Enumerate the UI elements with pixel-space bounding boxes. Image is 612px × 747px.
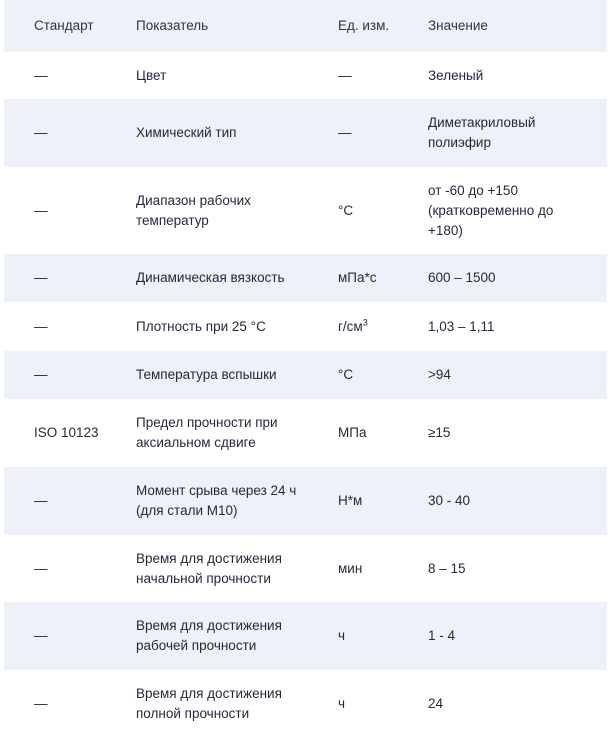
table-header-row <box>4 0 607 52</box>
cell-standard: — <box>34 367 48 382</box>
cell-parameter: Плотность при 25 °C <box>136 318 266 334</box>
cell-parameter: Диапазон рабочих температур <box>136 192 251 228</box>
table-row <box>4 602 607 670</box>
cell-unit: мПа*с <box>338 270 377 285</box>
cell-parameter: Время для достижения рабочей прочности <box>136 618 282 653</box>
cell-value: 1,03 – 1,11 <box>428 318 495 334</box>
cell-parameter: Температура вспышки <box>136 367 277 382</box>
cell-unit: Н*м <box>338 493 363 508</box>
cell-parameter: Предел прочности при аксиальном сдвиге <box>136 415 278 450</box>
cell-standard: — <box>34 493 48 508</box>
cell-unit: мин <box>338 560 363 576</box>
unit-text: г/см <box>338 318 363 334</box>
table-row <box>4 399 607 467</box>
cell-unit: ч <box>338 696 346 711</box>
header-parameter: Показатель <box>136 18 209 33</box>
cell-value: 1 - 4 <box>428 628 456 643</box>
table-row <box>4 467 607 535</box>
table-row <box>4 167 607 254</box>
cell-standard: — <box>34 270 48 285</box>
cell-value: Зеленый <box>428 67 484 83</box>
specs-table <box>4 0 607 738</box>
cell-value: 30 - 40 <box>428 493 471 508</box>
table-row <box>4 254 607 302</box>
cell-value: >94 <box>428 367 451 382</box>
cell-parameter: Время для достижения начальной прочности <box>136 550 282 586</box>
cell-unit <box>307 317 397 337</box>
cell-standard: — <box>34 67 48 83</box>
cell-unit: МПа <box>338 425 367 440</box>
cell-value: ≥15 <box>428 425 451 440</box>
cell-parameter: Момент срыва через 24 ч (для стали М10) <box>136 483 297 518</box>
cell-parameter: Цвет <box>136 67 167 83</box>
cell-standard: — <box>34 202 48 218</box>
unit-superscript: 3 <box>362 317 368 327</box>
cell-parameter: Время для достижения полной прочности <box>136 686 282 721</box>
cell-unit: — <box>338 67 352 83</box>
table-row <box>4 670 607 738</box>
cell-unit: °C <box>338 367 354 382</box>
cell-standard: — <box>34 696 48 711</box>
header-standard: Стандарт <box>34 18 94 33</box>
cell-standard: — <box>34 560 48 576</box>
cell-value: от -60 до +150 (кратковременно до +180) <box>428 182 554 238</box>
cell-unit: ч <box>338 628 346 643</box>
header-unit: Ед. изм. <box>338 18 390 33</box>
table-row <box>4 535 607 602</box>
cell-unit: — <box>338 125 352 140</box>
cell-value: 8 – 15 <box>428 560 466 576</box>
cell-unit: °C <box>338 202 354 218</box>
cell-value: Диметакриловый полиэфир <box>428 115 536 150</box>
cell-parameter: Динамическая вязкость <box>136 270 285 285</box>
cell-value: 24 <box>428 696 444 711</box>
cell-standard: — <box>34 125 48 140</box>
cell-standard: — <box>34 318 48 334</box>
cell-standard: ISO 10123 <box>34 425 99 440</box>
cell-standard: — <box>34 628 48 643</box>
table-row <box>4 99 607 167</box>
header-value: Значение <box>428 18 488 33</box>
table-row <box>4 52 607 99</box>
table-row <box>4 302 607 351</box>
table-row <box>4 351 607 399</box>
cell-parameter: Химический тип <box>136 125 237 140</box>
cell-value: 600 – 1500 <box>428 270 496 285</box>
